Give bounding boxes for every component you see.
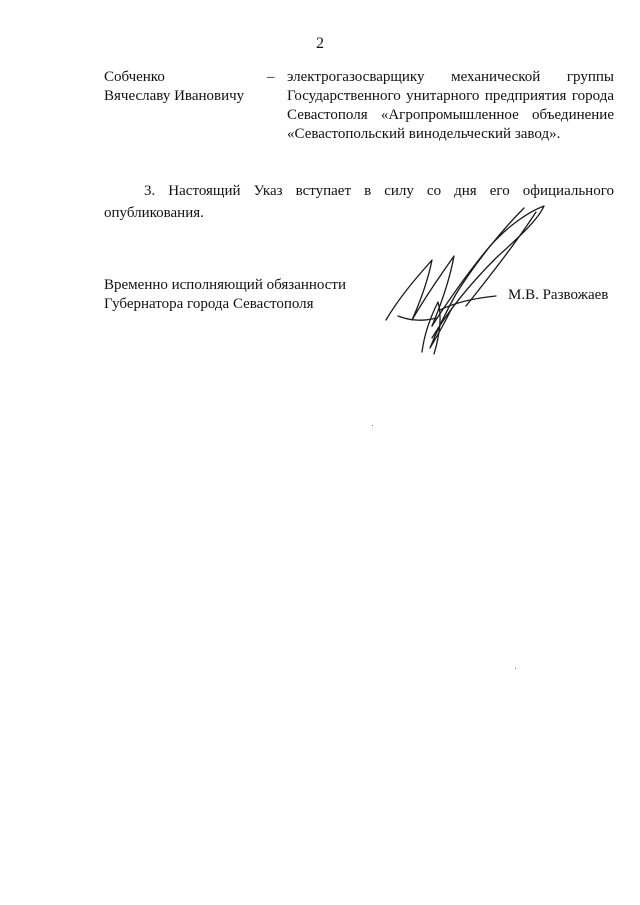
signatory-title-line-1: Временно исполняющий обязанности	[104, 277, 347, 293]
signatory-title	[104, 276, 346, 314]
scan-speck	[372, 425, 373, 426]
awardee-surname: Собченко	[104, 69, 165, 85]
awardee-given-names: Вячеславу Ивановичу	[104, 88, 245, 104]
signatory-name: М.В. Развожаев	[508, 287, 609, 303]
handwritten-signature	[378, 198, 558, 362]
awardee-position: электрогазосварщику механической группы Государственного унитарного предприятия города Севастополя «Агропромышленное объединение «Севастопольский винодельческий завод».	[287, 69, 614, 142]
awardee-name	[104, 68, 264, 106]
entry-dash: –	[267, 69, 275, 85]
clause-3: 3. Настоящий Указ вступает в силу со дня его официального опубликования.	[104, 183, 614, 221]
scan-speck	[515, 668, 516, 669]
page-number: 2	[316, 35, 324, 52]
signatory-title-line-2: Губернатора города Севастополя	[104, 296, 314, 312]
